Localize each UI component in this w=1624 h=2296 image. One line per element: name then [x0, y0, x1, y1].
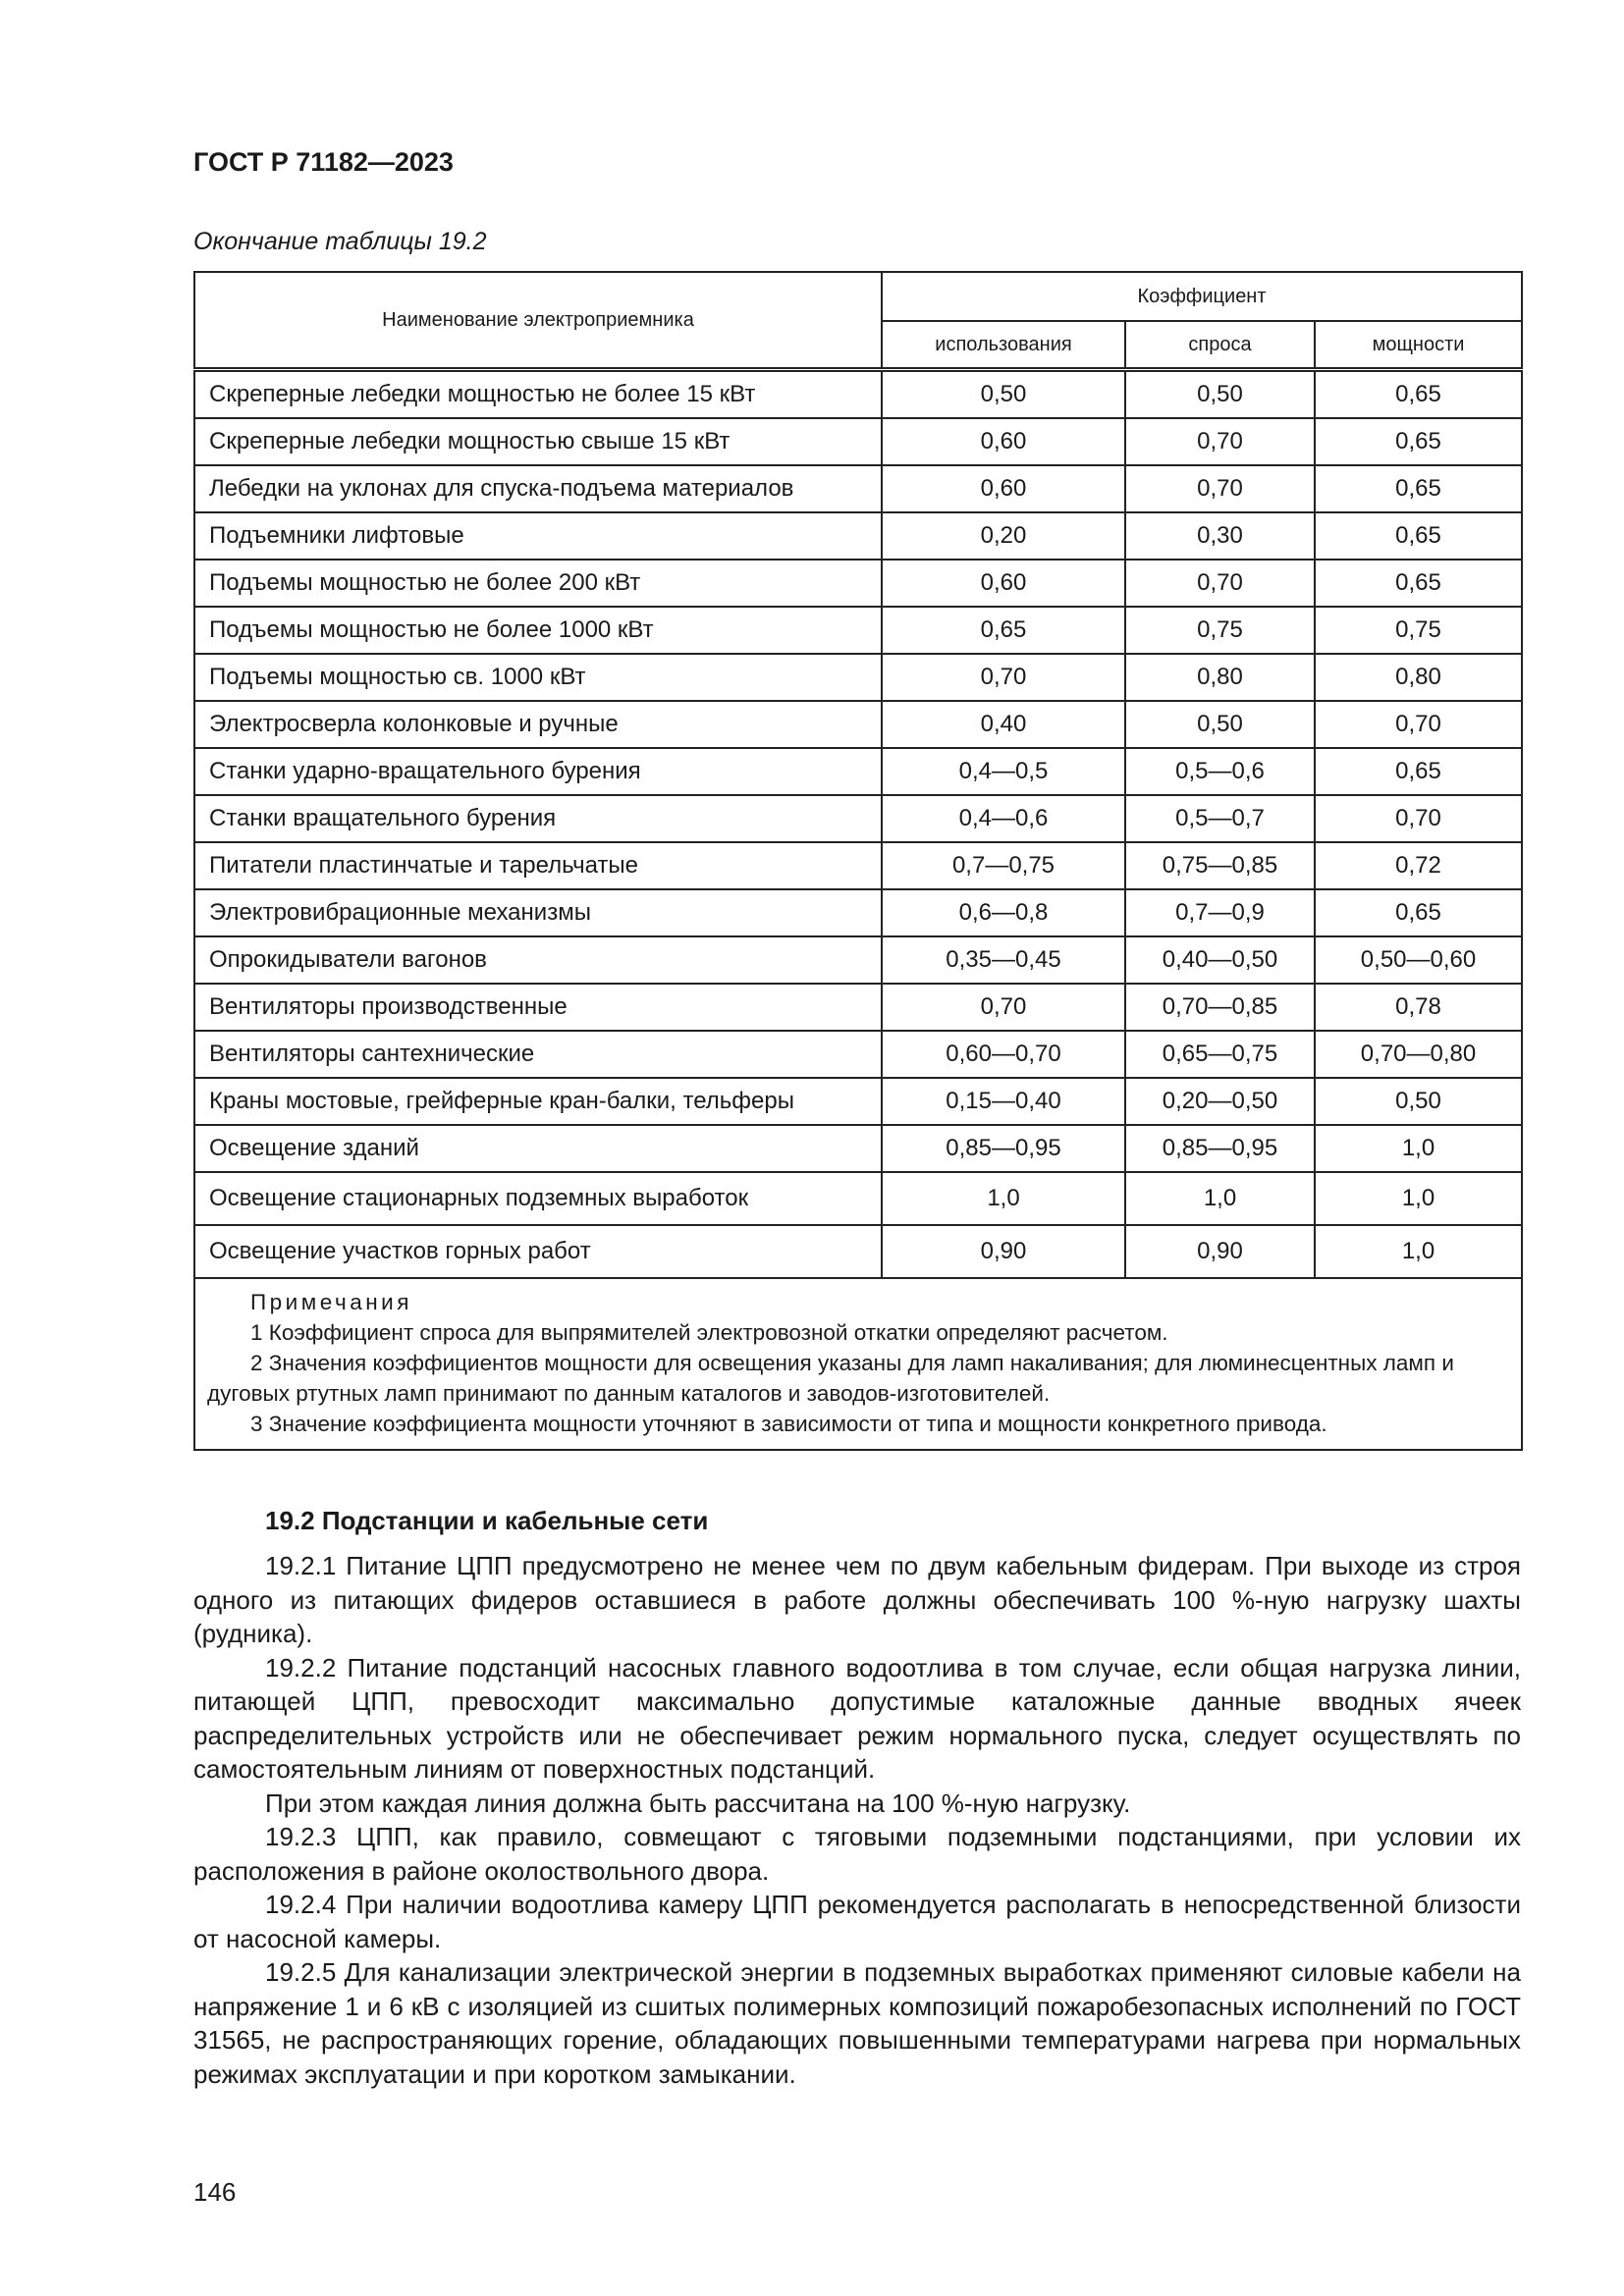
row-demand: 0,40—0,50 [1125, 936, 1315, 984]
row-name: Подъемы мощностью не более 1000 кВт [194, 607, 882, 654]
table-row [194, 842, 1522, 889]
row-usage: 0,90 [882, 1225, 1125, 1278]
row-power: 1,0 [1315, 1125, 1522, 1172]
row-usage: 0,4—0,6 [882, 795, 1125, 842]
row-name: Освещение участков горных работ [194, 1225, 882, 1278]
row-usage: 0,60 [882, 418, 1125, 465]
row-usage: 0,70 [882, 654, 1125, 701]
row-demand: 0,5—0,7 [1125, 795, 1315, 842]
row-name: Электровибрационные механизмы [194, 889, 882, 936]
row-usage: 0,60—0,70 [882, 1031, 1125, 1078]
row-name: Вентиляторы производственные [194, 984, 882, 1031]
page-number: 146 [193, 2177, 237, 2207]
table-row [194, 936, 1522, 984]
paragraph: 19.2.2 Питание подстанций насосных главного водоотлива в том случае, если общая нагрузка линии, питающей ЦПП, превосходит максимально допустимые каталожные данные вводных ячеек распределительных устройств или не обеспечивает режим нормального пуска, следует осуществлять по самостоятельным линиям от поверхностных подстанций. [193, 1652, 1521, 1784]
row-demand: 0,65—0,75 [1125, 1031, 1315, 1078]
row-usage: 0,60 [882, 465, 1125, 512]
row-power: 0,65 [1315, 465, 1522, 512]
row-demand: 1,0 [1125, 1172, 1315, 1225]
row-demand: 0,5—0,6 [1125, 748, 1315, 795]
row-power: 0,65 [1315, 512, 1522, 560]
row-usage: 0,50 [882, 370, 1125, 419]
paragraph: При этом каждая линия должна быть рассчитана на 100 %-ную нагрузку. [265, 1788, 1131, 1818]
paragraph: 19.2.5 Для канализации электрической энергии в подземных выработках применяют силовые кабели на напряжение 1 и 6 кВ с изоляцией из сшитых полимерных композиций пожаробезопасных исполнений по ГОСТ 31565, не распространяющих горение, обладающих повышенными температурами нагрева при нормальных режимах эксплуатации и при коротком замыкании. [193, 1957, 1521, 2089]
row-name: Краны мостовые, грейферные кран-балки, тельферы [194, 1078, 882, 1125]
table-caption: Окончание таблицы 19.2 [193, 228, 487, 255]
row-power: 1,0 [1315, 1225, 1522, 1278]
row-demand: 0,50 [1125, 370, 1315, 419]
row-name: Электросверла колонковые и ручные [194, 701, 882, 748]
notes-title: Примечания [250, 1290, 412, 1314]
row-demand: 0,70—0,85 [1125, 984, 1315, 1031]
row-usage: 0,4—0,5 [882, 748, 1125, 795]
row-power: 0,80 [1315, 654, 1522, 701]
row-power: 0,70 [1315, 701, 1522, 748]
table-row [194, 1225, 1522, 1278]
table-row [194, 370, 1522, 419]
row-demand: 0,7—0,9 [1125, 889, 1315, 936]
row-demand: 0,20—0,50 [1125, 1078, 1315, 1125]
table-row [194, 654, 1522, 701]
row-name: Питатели пластинчатые и тарельчатые [194, 842, 882, 889]
row-power: 0,65 [1315, 418, 1522, 465]
row-usage: 0,70 [882, 984, 1125, 1031]
row-name: Станки вращательного бурения [194, 795, 882, 842]
row-power: 0,70—0,80 [1315, 1031, 1522, 1078]
table-row [194, 1031, 1522, 1078]
row-demand: 0,50 [1125, 701, 1315, 748]
note-item: 3 Значение коэффициента мощности уточняют в зависимости от типа и мощности конкретного привода. [250, 1412, 1327, 1436]
row-power: 0,50—0,60 [1315, 936, 1522, 984]
coefficient-table [193, 271, 1523, 1451]
table-row [194, 795, 1522, 842]
row-demand: 0,75—0,85 [1125, 842, 1315, 889]
section-title: 19.2 Подстанции и кабельные сети [265, 1506, 709, 1535]
row-demand: 0,30 [1125, 512, 1315, 560]
row-demand: 0,75 [1125, 607, 1315, 654]
table-row [194, 1125, 1522, 1172]
table-row [194, 1172, 1522, 1225]
table-row [194, 512, 1522, 560]
row-usage: 0,65 [882, 607, 1125, 654]
row-name: Подъемники лифтовые [194, 512, 882, 560]
row-usage: 0,15—0,40 [882, 1078, 1125, 1125]
row-power: 0,65 [1315, 370, 1522, 419]
row-name: Скреперные лебедки мощностью не более 15 кВт [194, 370, 882, 419]
row-power: 0,65 [1315, 748, 1522, 795]
row-demand: 0,85—0,95 [1125, 1125, 1315, 1172]
row-name: Опрокидыватели вагонов [194, 936, 882, 984]
note-item: 2 Значения коэффициентов мощности для освещения указаны для ламп накаливания; для люминесцентных ламп и дуговых ртутных ламп принимают по данным каталогов и заводов-изготовителей. [207, 1351, 1454, 1406]
row-usage: 0,60 [882, 560, 1125, 607]
row-name: Освещение стационарных подземных выработок [194, 1172, 882, 1225]
row-name: Освещение зданий [194, 1125, 882, 1172]
row-power: 0,75 [1315, 607, 1522, 654]
table-row [194, 607, 1522, 654]
row-usage: 0,7—0,75 [882, 842, 1125, 889]
table-row [194, 748, 1522, 795]
paragraph: 19.2.3 ЦПП, как правило, совмещают с тяговыми подземными подстанциями, при условии их расположения в районе околоствольного двора. [193, 1822, 1521, 1886]
document-header: ГОСТ Р 71182—2023 [193, 147, 454, 177]
row-usage: 0,20 [882, 512, 1125, 560]
row-usage: 1,0 [882, 1172, 1125, 1225]
table-row [194, 984, 1522, 1031]
header-name: Наименование электроприемника [194, 272, 882, 370]
row-power: 0,70 [1315, 795, 1522, 842]
table-row [194, 560, 1522, 607]
row-usage: 0,40 [882, 701, 1125, 748]
row-name: Станки ударно-вращательного бурения [194, 748, 882, 795]
paragraph: 19.2.4 При наличии водоотлива камеру ЦПП рекомендуется располагать в непосредственной близости от насосной камеры. [193, 1890, 1521, 1953]
row-usage: 0,35—0,45 [882, 936, 1125, 984]
row-power: 0,65 [1315, 560, 1522, 607]
header-coefficient: Коэффициент [882, 272, 1522, 321]
header-usage: использования [882, 321, 1125, 370]
row-power: 0,78 [1315, 984, 1522, 1031]
row-usage: 0,85—0,95 [882, 1125, 1125, 1172]
row-demand: 0,70 [1125, 418, 1315, 465]
paragraph: 19.2.1 Питание ЦПП предусмотрено не менее чем по двум кабельным фидерам. При выходе из строя одного из питающих фидеров оставшиеся в работе должны обеспечивать 100 %-ную нагрузку шахты (рудника). [193, 1551, 1521, 1648]
row-demand: 0,70 [1125, 465, 1315, 512]
row-demand: 0,70 [1125, 560, 1315, 607]
header-power: мощности [1315, 321, 1522, 370]
row-name: Подъемы мощностью не более 200 кВт [194, 560, 882, 607]
row-power: 0,72 [1315, 842, 1522, 889]
row-power: 0,50 [1315, 1078, 1522, 1125]
row-demand: 0,90 [1125, 1225, 1315, 1278]
header-demand: спроса [1125, 321, 1315, 370]
table-row [194, 418, 1522, 465]
row-demand: 0,80 [1125, 654, 1315, 701]
table-row [194, 889, 1522, 936]
row-name: Скреперные лебедки мощностью свыше 15 кВт [194, 418, 882, 465]
row-power: 1,0 [1315, 1172, 1522, 1225]
table-notes [194, 1278, 1522, 1450]
row-name: Вентиляторы сантехнические [194, 1031, 882, 1078]
row-power: 0,65 [1315, 889, 1522, 936]
section-body [193, 1549, 1521, 2091]
row-usage: 0,6—0,8 [882, 889, 1125, 936]
row-name: Лебедки на уклонах для спуска-подъема материалов [194, 465, 882, 512]
table-row [194, 465, 1522, 512]
table-row [194, 1078, 1522, 1125]
row-name: Подъемы мощностью св. 1000 кВт [194, 654, 882, 701]
table-row [194, 701, 1522, 748]
note-item: 1 Коэффициент спроса для выпрямителей электровозной откатки определяют расчетом. [250, 1320, 1168, 1345]
